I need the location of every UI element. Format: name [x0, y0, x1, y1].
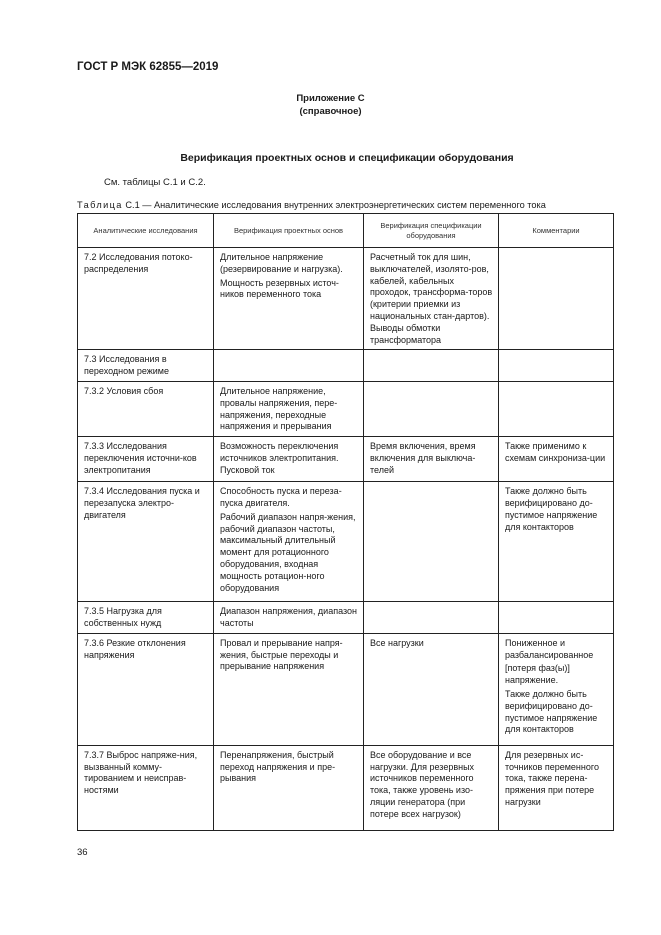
table-cell [214, 248, 364, 350]
cell-paragraph: 7.3.6 Резкие отклонения напряжения [84, 637, 186, 660]
header-comments: Комментарии [499, 214, 614, 248]
table-row [78, 381, 614, 436]
table-cell [78, 482, 214, 602]
table-row [78, 482, 614, 602]
table-cell [78, 248, 214, 350]
table-row [78, 745, 614, 830]
table-row [78, 350, 614, 382]
cell-paragraph: Также применимо к схемам синхрониза-ции [505, 441, 606, 463]
table-body [78, 248, 614, 831]
table-cell [499, 482, 614, 602]
cell-paragraph: 7.3.3 Исследования переключения источни-ков электропитания [84, 441, 197, 475]
appendix-heading [0, 92, 661, 118]
cell-paragraph: Время включения, время включения для выключа-телей [370, 441, 476, 475]
cell-paragraph: 7.3 Исследования в переходном режиме [84, 354, 169, 377]
cell-paragraph: 7.3.4 Исследования пуска и перезапуска электро-двигателя [84, 486, 200, 520]
cell-paragraph: [потеря фаз(ы)] напряжение. [505, 663, 570, 686]
table-cell [499, 248, 614, 350]
table-row [78, 633, 614, 745]
table-header-row [78, 214, 614, 248]
table-cell [78, 350, 214, 382]
cell-paragraph: Для резервных ис-точников переменного тока, также перена-пряжения при потере нагрузки [505, 749, 599, 807]
cell-paragraph: Также должно быть верифицировано до-пустимое напряжение для контакторов [505, 486, 598, 532]
document-code: ГОСТ Р МЭК 62855—2019 [77, 61, 219, 73]
table-row [78, 437, 614, 482]
table-caption-text: С.1 — Аналитические исследования внутренних электроэнергетических систем переменного тока [125, 200, 546, 210]
cell-paragraph: Рабочий диапазон напря-жения, рабочий диапазон частоты, максимальный длительный момент для ротационного оборудования, входная мощность ротацион-ного оборудования [220, 511, 356, 593]
header-analytical-studies: Аналитические исследования [78, 214, 214, 248]
table-cell [364, 248, 499, 350]
header-equipment-spec-verification: Верификация спецификации оборудования [364, 214, 499, 248]
table-cell [499, 350, 614, 382]
table-cell [499, 745, 614, 830]
table-cell [214, 745, 364, 830]
table-caption-label: Таблица [77, 200, 123, 210]
cell-paragraph: Также должно быть верифицировано до-пустимое напряжение для контакторов [505, 688, 598, 735]
cell-paragraph: Перенапряжения, быстрый переход напряжения и пре-рывания [220, 749, 336, 784]
table-cell [78, 633, 214, 745]
table-cell [214, 381, 364, 436]
table-cell [499, 602, 614, 634]
cell-paragraph: Мощность резервных источ-ников переменного тока [220, 277, 339, 300]
table-cell [364, 482, 499, 602]
page-number: 36 [77, 847, 88, 858]
table-row [78, 602, 614, 634]
header-design-basis-verification: Верификация проектных основ [214, 214, 364, 248]
cell-paragraph: 7.3.2 Условия сбоя [84, 385, 164, 396]
cell-paragraph: Способность пуска и переза-пуска двигателя. [220, 486, 342, 508]
table-cell [78, 745, 214, 830]
table-cell [78, 381, 214, 436]
table-cell [499, 633, 614, 745]
table-cell [499, 437, 614, 482]
cell-paragraph: Возможность переключения источников электропитания. Пусковой ток [220, 441, 339, 475]
see-tables-note: См. таблицы С.1 и С.2. [104, 177, 206, 188]
table-cell [499, 381, 614, 436]
table-cell [78, 602, 214, 634]
table-cell [364, 437, 499, 482]
table-cell [214, 602, 364, 634]
table-cell [364, 381, 499, 436]
cell-paragraph: Длительное напряжение, провалы напряжения, пере-напряжения, переходные напряжения и прерывания [220, 385, 338, 432]
table-cell [214, 482, 364, 602]
section-title: Верификация проектных основ и спецификации оборудования [180, 152, 514, 164]
cell-paragraph: Все нагрузки [370, 637, 424, 648]
cell-paragraph: 7.2 Исследования потоко-распределения [84, 252, 193, 274]
table-caption [77, 200, 546, 210]
cell-paragraph: Длительное напряжение (резервирование и нагрузка). [220, 252, 343, 274]
appendix-subtitle: (справочное) [299, 106, 362, 117]
cell-paragraph: 7.3.5 Нагрузка для собственных нужд [84, 606, 162, 628]
table-cell [214, 437, 364, 482]
cell-paragraph: Диапазон напряжения, диапазон частоты [220, 606, 357, 628]
cell-paragraph: Провал и прерывание напря-жения, быстрые переходы и прерывание напряжения [220, 637, 343, 672]
table-row [78, 248, 614, 350]
appendix-title: Приложение С [296, 93, 365, 104]
analysis-table [77, 213, 614, 831]
table-cell [78, 437, 214, 482]
cell-paragraph: Пониженное и разбалансированное [505, 637, 594, 660]
cell-paragraph: Расчетный ток для шин, выключателей, изолято-ров, кабелей, кабельных проходок, трансформа-торов (критерии приемки из национальных стан-дартов). Выводы обмотки трансформатора [370, 252, 493, 345]
table-cell [214, 350, 364, 382]
table-cell [364, 602, 499, 634]
table-cell [364, 633, 499, 745]
cell-paragraph: 7.3.7 Выброс напряже-ния, вызванный комму-тированием и неисправ-ностями [84, 749, 198, 796]
table-cell [364, 745, 499, 830]
table-cell [364, 350, 499, 382]
cell-paragraph: Все оборудование и все нагрузки. Для резервных источников переменного тока, также уровень изо-ляции генератора (при потере всех нагрузок) [370, 749, 475, 819]
table-cell [214, 633, 364, 745]
